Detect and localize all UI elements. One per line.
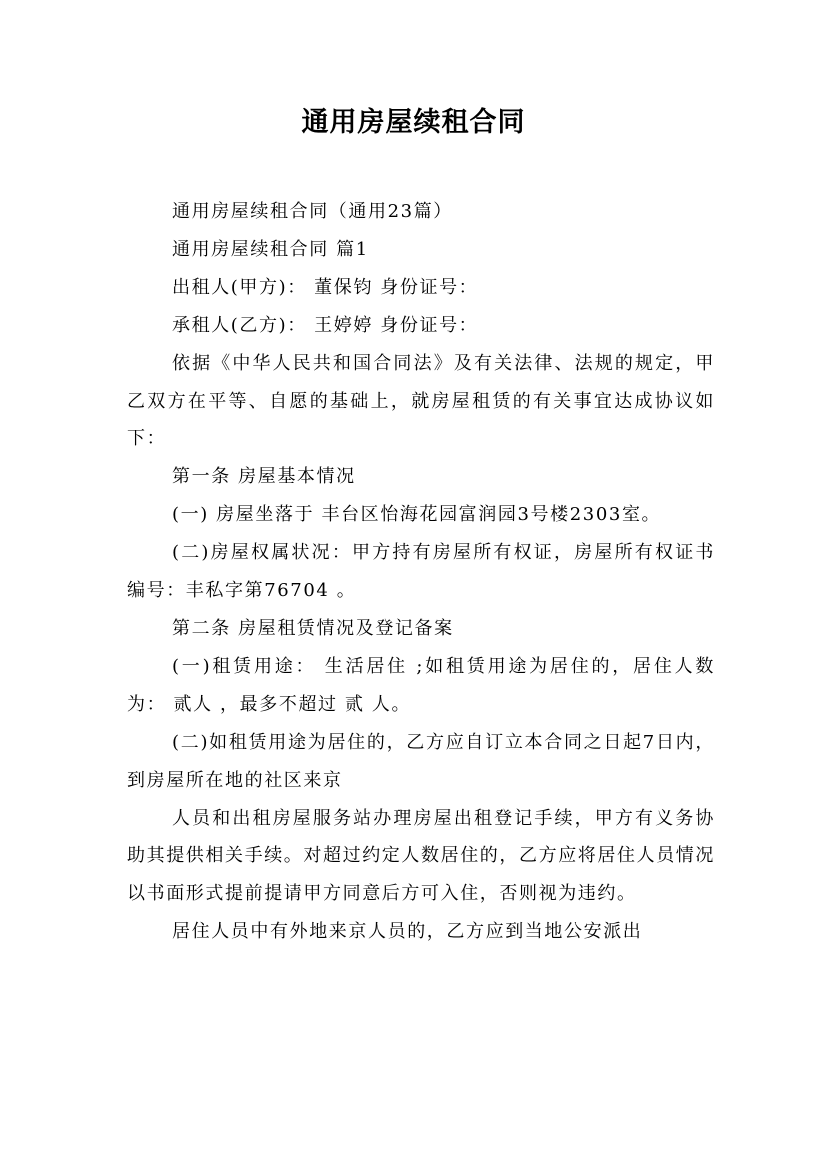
paragraph-article-1-item-2: (二)房屋权属状况：甲方持有房屋所有权证，房屋所有权证书编号：丰私字第76704 。 bbox=[127, 542, 715, 602]
paragraph-article-2-heading: 第二条 房屋租赁情况及登记备案 bbox=[172, 617, 454, 639]
paragraph-section-heading: 通用房屋续租合同 篇1 bbox=[172, 238, 369, 260]
paragraph-article-1-item-1: (一) 房屋坐落于 丰台区怡海花园富润园3号楼2303室。 bbox=[172, 504, 662, 526]
paragraph-article-2-item-2: (二)如租赁用途为居住的，乙方应自订立本合同之日起7日内，到房屋所在地的社区来京 bbox=[127, 731, 715, 791]
paragraph-nonlocal-residents: 居住人员中有外地来京人员的，乙方应到当地公安派出 bbox=[172, 921, 643, 943]
paragraph-preamble: 依据《中华人民共和国合同法》及有关法律、法规的规定，甲乙双方在平等、自愿的基础上，就房屋租赁的有关事宜达成协议如下： bbox=[127, 352, 715, 450]
document-body bbox=[127, 193, 715, 951]
document-title: 通用房屋续租合同 bbox=[301, 107, 526, 138]
paragraph-lessor: 出租人(甲方)： 董保钧 身份证号： bbox=[172, 276, 479, 298]
paragraph-lessee: 承租人(乙方)： 王婷婷 身份证号： bbox=[172, 314, 479, 336]
paragraph-subtitle: 通用房屋续租合同（通用23篇） bbox=[172, 201, 453, 222]
paragraph-article-2-item-1: (一)租赁用途： 生活居住 ;如租赁用途为居住的，居住人数为： 贰人 ，最多不超过 贰 人。 bbox=[127, 655, 715, 715]
paragraph-article-1-heading: 第一条 房屋基本情况 bbox=[172, 466, 356, 488]
paragraph-registration: 人员和出租房屋服务站办理房屋出租登记手续，甲方有义务协助其提供相关手续。对超过约定人数居住的，乙方应将居住人员情况以书面形式提前提请甲方同意后方可入住，否则视为违约。 bbox=[127, 807, 715, 905]
